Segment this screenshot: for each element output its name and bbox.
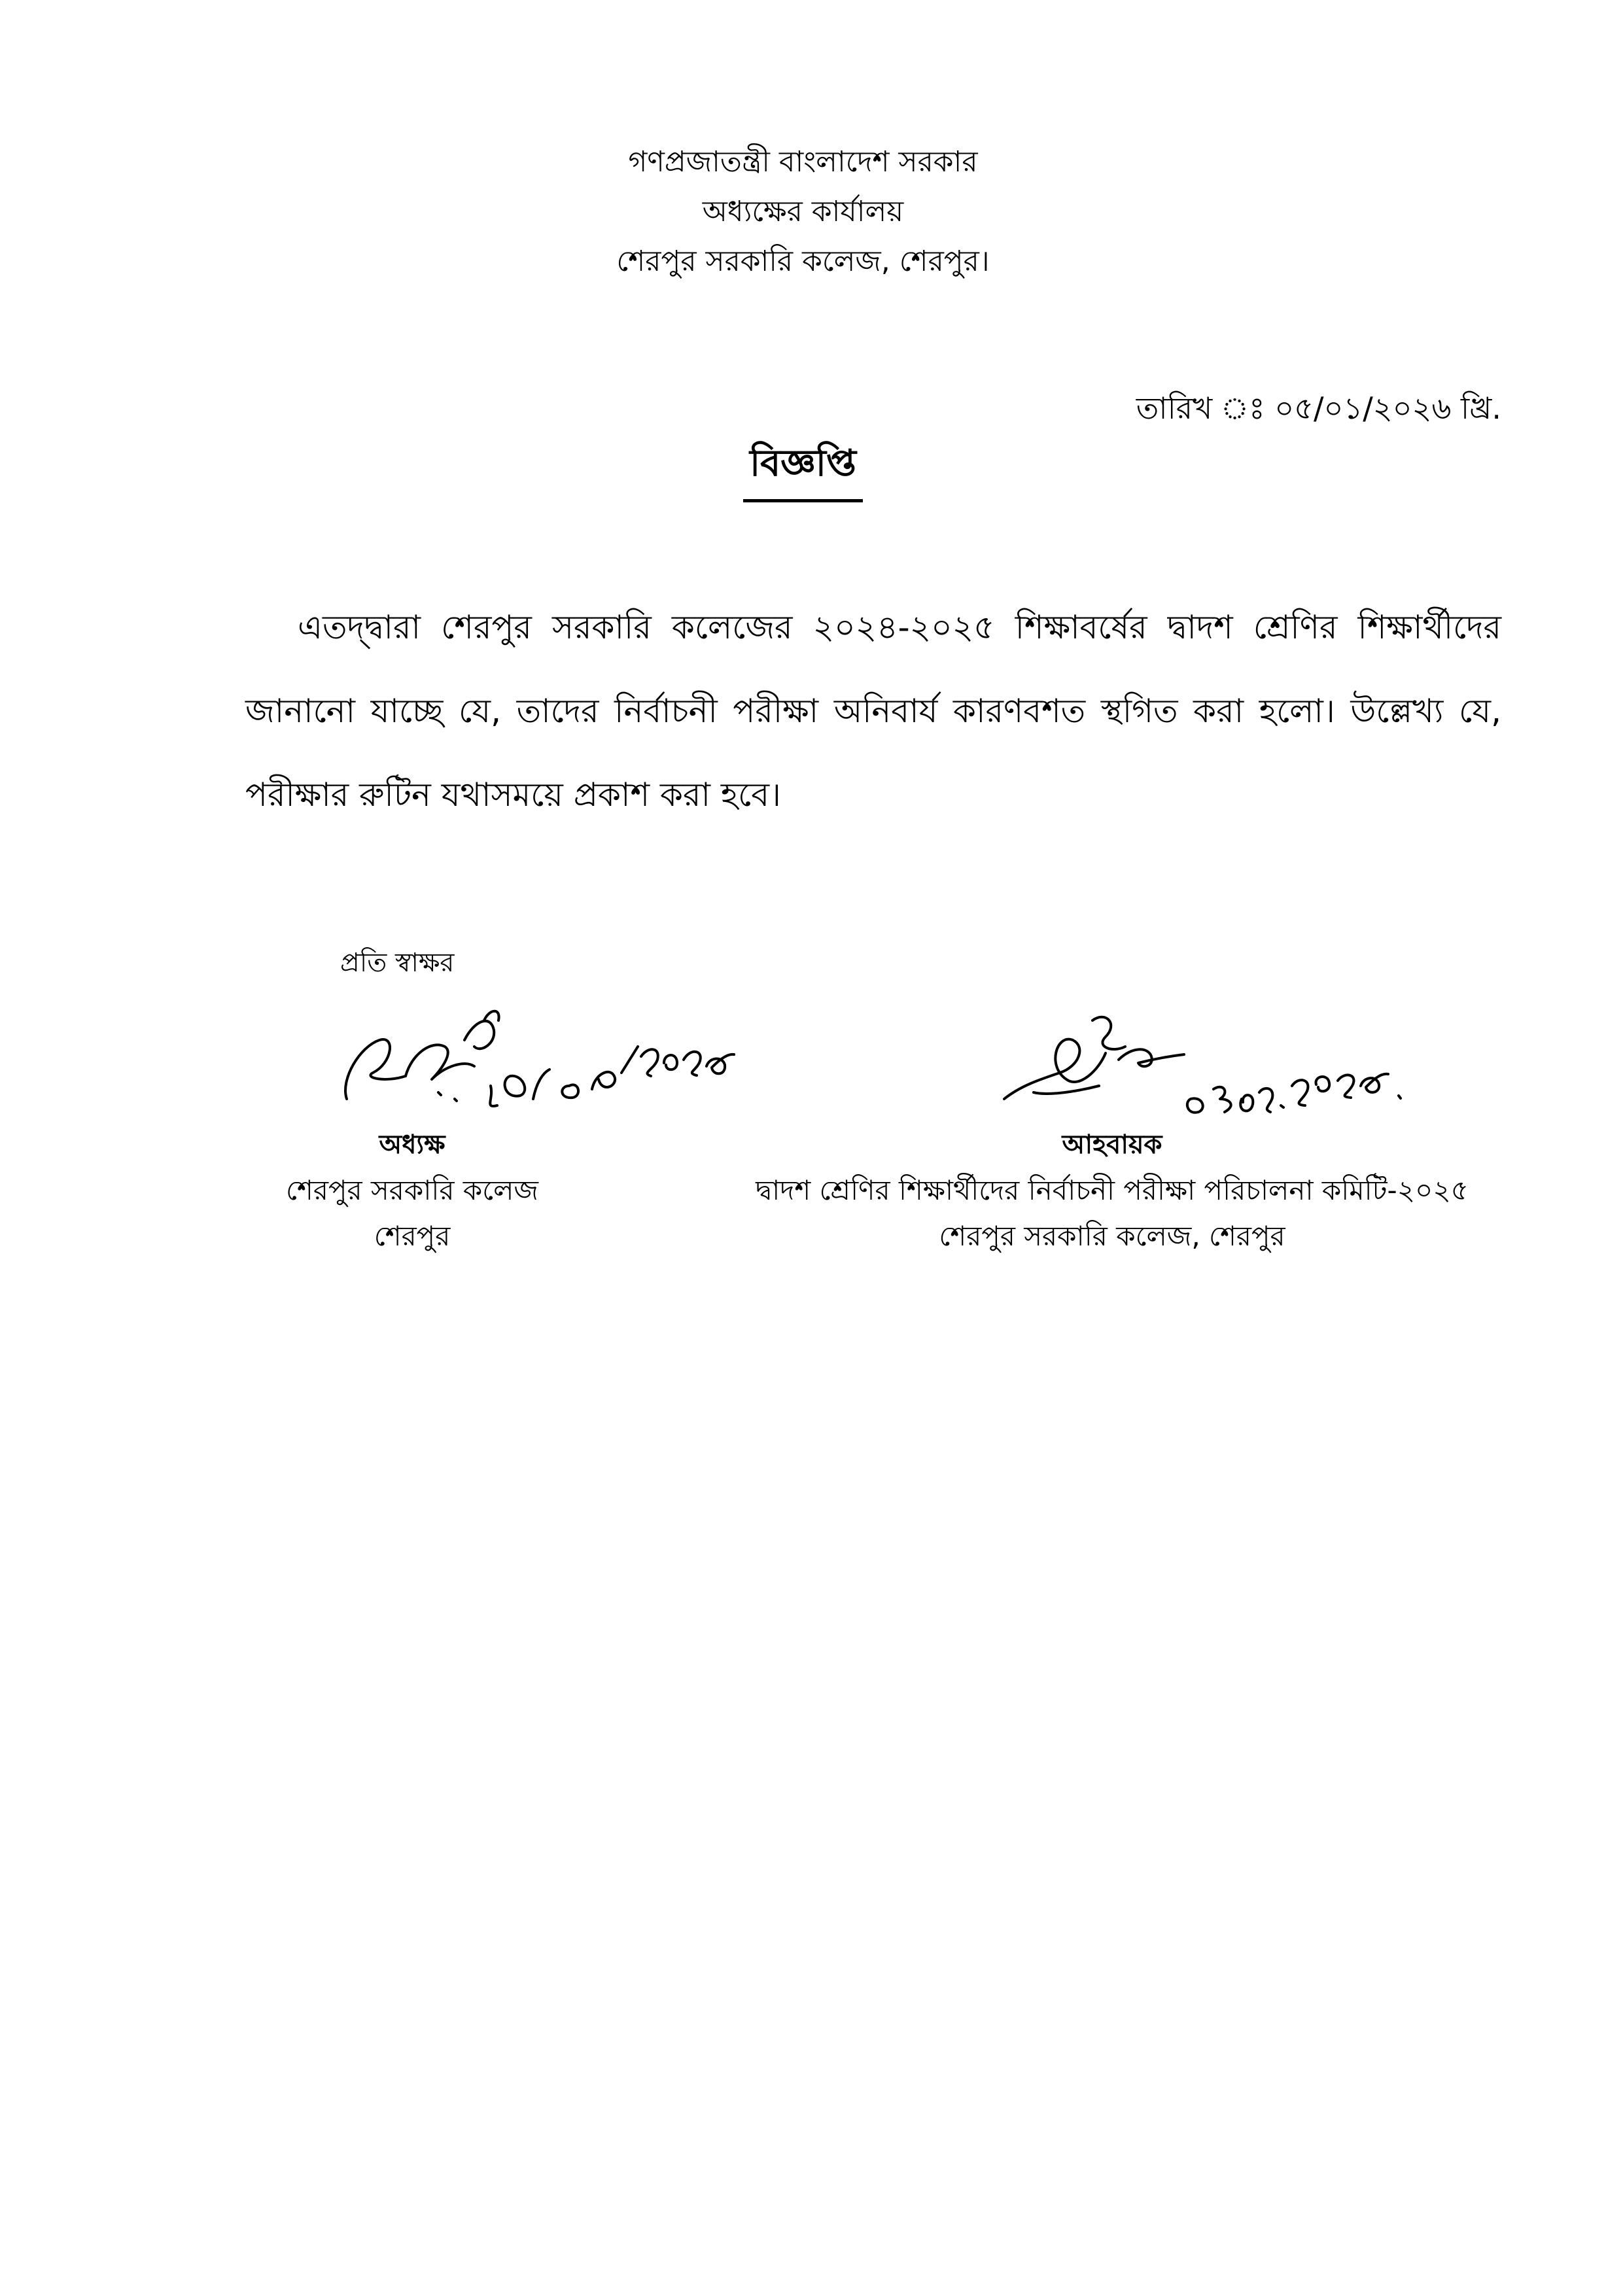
- committee-name: দ্বাদশ শ্রেণির শিক্ষার্থীদের নির্বাচনী পরীক্ষা পরিচালনা কমিটি-২০২৫: [756, 1174, 1469, 1206]
- notice-date: তারিখ ঃ ০৫/০১/২০২৬ খ্রি.: [1136, 391, 1501, 426]
- college-name: শেরপুর সরকারি কলেজ, শেরপুর।: [616, 245, 990, 278]
- notice-body: এতদ্দ্বারা শেরপুর সরকারি কলেজের ২০২৪-২০২৫ শিক্ষাবর্ষের দ্বাদশ শ্রেণির শিক্ষার্থীদের জানানো যাচ্ছে যে, তাদের নির্বাচনী পরীক্ষা অনিবার্য কারণবশত স্থগিত করা হলো। উল্লেখ্য যে, পরীক্ষার রুটিন যথাসময়ে প্রকাশ করা হবে।: [245, 608, 1501, 814]
- convener-signature: [994, 1007, 1413, 1119]
- letterhead: [0, 137, 1606, 287]
- principal-signature-block: [196, 1122, 628, 1259]
- convener-signature-block: [713, 1122, 1511, 1259]
- principal-title: অধ্যক্ষ: [379, 1130, 445, 1160]
- principal-institution: শেরপুর সরকারি কলেজ: [286, 1174, 538, 1206]
- principal-place: শেরপুর: [374, 1220, 451, 1252]
- convener-title: আহবায়ক: [1062, 1130, 1162, 1160]
- convener-institution: শেরপুর সরকারি কলেজ, শেরপুর: [939, 1220, 1285, 1252]
- office-name: অধ্যক্ষের কার্যালয়: [702, 195, 904, 228]
- copy-sign-label: প্রতি স্বাক্ষর: [340, 948, 455, 978]
- notice-title-wrapper: [0, 435, 1606, 502]
- government-name: গণপ্রজাতন্ত্রী বাংলাদেশ সরকার: [628, 145, 978, 179]
- principal-signature: [334, 1001, 739, 1119]
- notice-title: বিজ্ঞপ্তি: [743, 435, 863, 502]
